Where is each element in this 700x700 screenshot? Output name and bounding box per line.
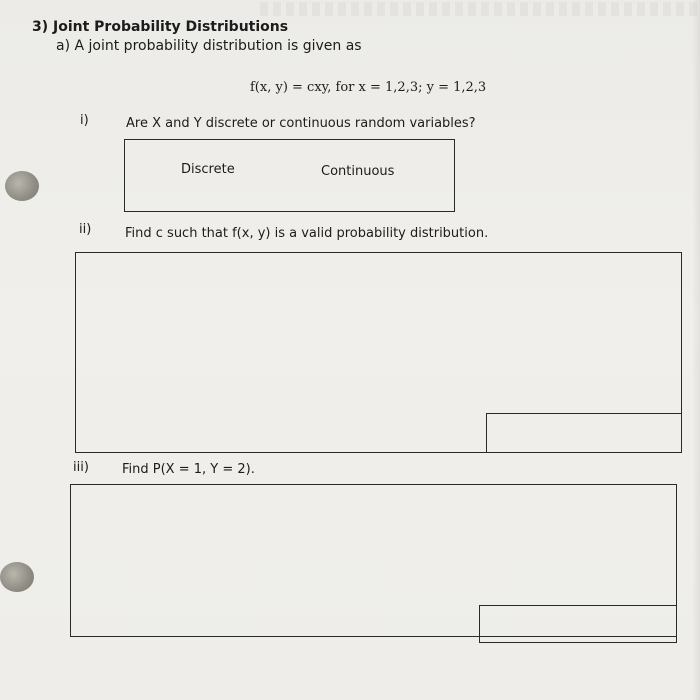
question-i-text: Are X and Y discrete or continuous random variables? bbox=[126, 116, 476, 131]
option-discrete[interactable]: Discrete bbox=[181, 162, 235, 177]
question-iii-numeral: iii) bbox=[73, 460, 89, 475]
section-title: Joint Probability Distributions bbox=[53, 19, 289, 35]
page-edge-shadow bbox=[692, 0, 700, 700]
part-a-text: A joint probability distribution is given as bbox=[74, 38, 362, 54]
bleed-through-text bbox=[260, 2, 700, 16]
question-ii-text: Find c such that f(x, y) is a valid probability distribution. bbox=[125, 226, 489, 241]
question-ii-numeral: ii) bbox=[79, 222, 92, 237]
final-answer-box-ii[interactable] bbox=[486, 413, 682, 453]
distribution-formula: f(x, y) = cxy, for x = 1,2,3; y = 1,2,3 bbox=[250, 80, 487, 95]
question-i-numeral: i) bbox=[80, 113, 89, 128]
question-iii-text: Find P(X = 1, Y = 2). bbox=[122, 462, 255, 477]
section-heading bbox=[32, 19, 288, 35]
binder-hole bbox=[5, 171, 39, 201]
part-a-label: a) bbox=[56, 38, 71, 54]
binder-hole bbox=[0, 562, 34, 592]
answer-box-i bbox=[124, 139, 455, 212]
section-number: 3) bbox=[32, 19, 49, 35]
final-answer-box-iii[interactable] bbox=[479, 605, 677, 643]
option-continuous[interactable]: Continuous bbox=[321, 164, 395, 179]
part-a-heading bbox=[56, 38, 362, 54]
